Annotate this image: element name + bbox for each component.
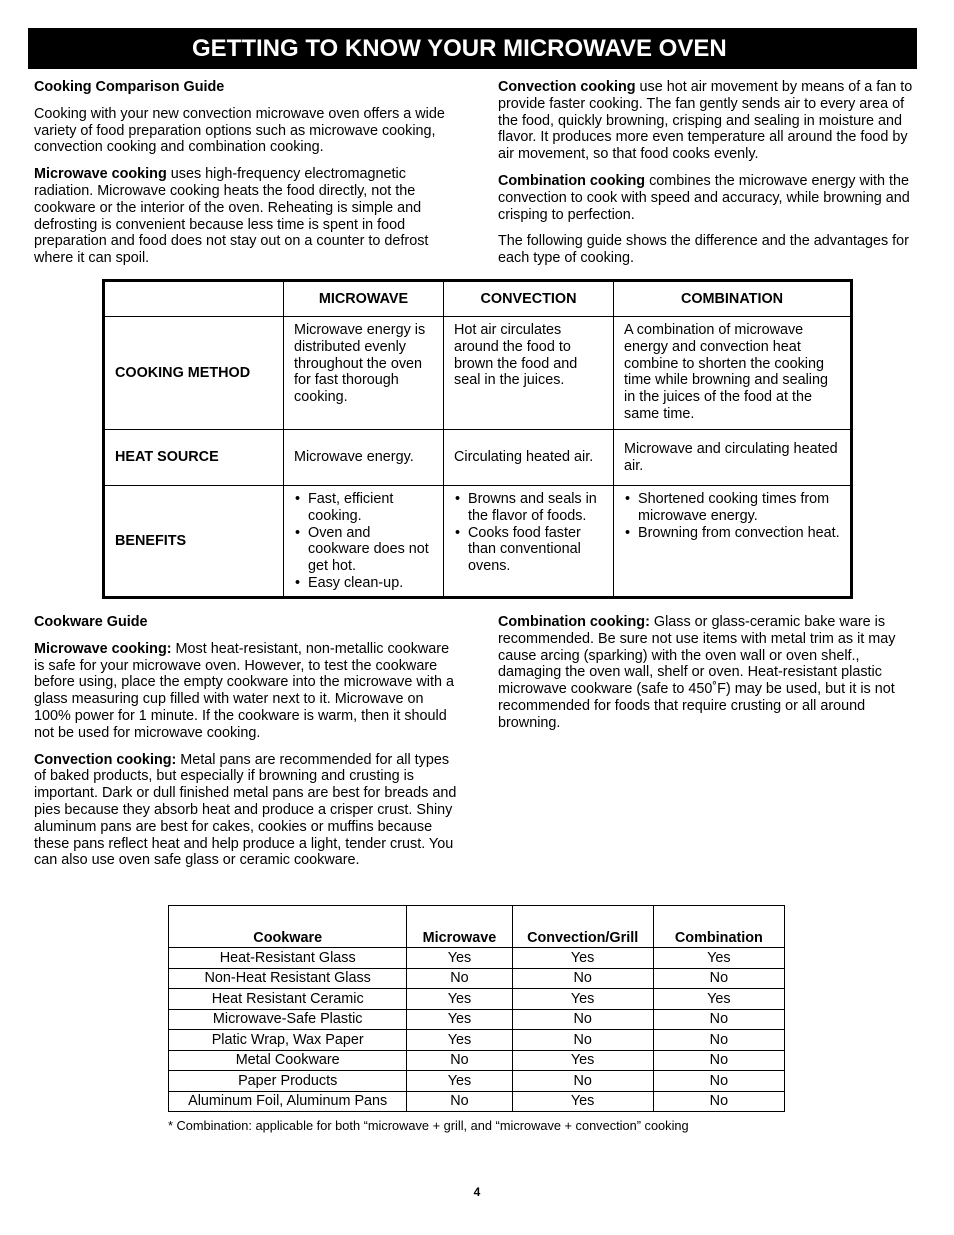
- combination-cell: No: [653, 1091, 784, 1112]
- cookware-header-row: [169, 906, 785, 948]
- footnote: * Combination: applicable for both “microwave + grill, and “microwave + convection” cooking: [168, 1118, 689, 1133]
- page-number: 4: [473, 1185, 481, 1199]
- heat-source-convection: Circulating heated air.: [444, 430, 614, 486]
- heat-source-combination: Microwave and circulating heated air.: [614, 430, 852, 486]
- row-label-cooking-method: COOKING METHOD: [104, 317, 284, 430]
- cookware-name-cell: Heat-Resistant Glass: [169, 948, 407, 969]
- combination-cooking-paragraph: [498, 173, 922, 223]
- microwave-cooking-paragraph: [34, 166, 464, 267]
- list-item: • Fast, efficient cooking.: [294, 491, 433, 525]
- cookware-header-convection-grill: Convection/Grill: [512, 906, 653, 948]
- cookware-left-column: [34, 614, 462, 879]
- cooking-method-microwave: Microwave energy is distributed evenly throughout the oven for fast thorough cooking.: [284, 317, 444, 430]
- cooking-method-combination: A combination of microwave energy and convection heat combine to shorten the cooking time while browning and sealing in the juices of the food at the same time.: [614, 317, 852, 430]
- combination-cell: No: [653, 1030, 784, 1051]
- cooking-comparison-table: [102, 279, 853, 599]
- microwave-cell: Yes: [407, 989, 512, 1010]
- cookware-right-column: [498, 614, 922, 742]
- row-label-benefits: BENEFITS: [104, 486, 284, 598]
- benefits-combination-list: [624, 491, 840, 541]
- convection-cooking-paragraph: [498, 79, 922, 163]
- cookware-combination-text: Glass or glass-ceramic bake ware is recommended. Be sure not use items with metal trim as it may cause arcing (sparking) with the oven wall or oven shelf., damaging the oven wall, shelf or oven. Heat-resistant plastic microwave cookware (safe to 450˚F) may be used, but it is not recommended for foods that require crusting or all around browning.: [498, 614, 896, 731]
- microwave-cell: Yes: [407, 1009, 512, 1030]
- benefits-convection-list: [454, 491, 603, 575]
- cooking-method-convection: Hot air circulates around the food to brown the food and seal in the juices.: [444, 317, 614, 430]
- microwave-cell: No: [407, 1050, 512, 1071]
- cookware-name-cell: Aluminum Foil, Aluminum Pans: [169, 1091, 407, 1112]
- cookware-microwave-text: Most heat-resistant, non-metallic cookware is safe for your microwave oven. However, to test the cookware before using, place the empty cookware into the microwave with a glass measuring cup filled with water next to it. Microwave on 100% power for 1 minute. If the cookware is warm, then it should not be used for microwave cooking.: [34, 640, 454, 741]
- row-label-heat-source: HEAT SOURCE: [104, 430, 284, 486]
- cookware-microwave-lead: Microwave cooking:: [34, 640, 172, 657]
- microwave-cell: No: [407, 1091, 512, 1112]
- microwave-cell: Yes: [407, 1030, 512, 1051]
- convection-grill-cell: No: [512, 1009, 653, 1030]
- list-item: • Easy clean-up.: [294, 575, 433, 592]
- cookware-convection-paragraph: [34, 752, 462, 870]
- table-row: [169, 1071, 785, 1092]
- list-item: • Shortened cooking times from microwave energy.: [624, 491, 840, 525]
- cookware-combination-paragraph: [498, 614, 922, 732]
- cookware-header-combination: Combination: [653, 906, 784, 948]
- table-row: [169, 1030, 785, 1051]
- comparison-header-combination: COMBINATION: [614, 281, 852, 317]
- convection-grill-cell: Yes: [512, 1091, 653, 1112]
- list-item: • Oven and cookware does not get hot.: [294, 525, 433, 575]
- cookware-convection-lead: Convection cooking:: [34, 751, 177, 768]
- cookware-combination-lead: Combination cooking:: [498, 614, 650, 630]
- cookware-name-cell: Heat Resistant Ceramic: [169, 989, 407, 1010]
- comparison-row-heat-source: [104, 430, 852, 486]
- convection-cooking-lead: Convection cooking: [498, 79, 636, 95]
- microwave-cell: Yes: [407, 948, 512, 969]
- cookware-table-body: [169, 948, 785, 1112]
- comparison-row-cooking-method: [104, 317, 852, 430]
- comparison-row-benefits: [104, 486, 852, 598]
- convection-grill-cell: Yes: [512, 948, 653, 969]
- table-row: [169, 1091, 785, 1112]
- comparison-header-microwave: MICROWAVE: [284, 281, 444, 317]
- table-row: [169, 1050, 785, 1071]
- heat-source-microwave: Microwave energy.: [284, 430, 444, 486]
- comparison-left-column: [34, 79, 464, 277]
- benefits-microwave: [284, 486, 444, 598]
- microwave-cooking-text: uses high-frequency electromagnetic radiation. Microwave cooking heats the food directly, not the cookware or the interior of the oven. Reheating is simple and defrosting is convenient because less time is spent in food preparation and food does not stay out on a counter to defrost where it can spoil.: [34, 166, 429, 267]
- list-item: • Browns and seals in the flavor of foods.: [454, 491, 603, 525]
- page-title: GETTING TO KNOW YOUR MICROWAVE OVEN: [28, 28, 917, 69]
- benefits-convection: [444, 486, 614, 598]
- combination-cell: No: [653, 1071, 784, 1092]
- comparison-intro: Cooking with your new convection microwave oven offers a wide variety of food preparation options such as microwave cooking, convection cooking and combination cooking.: [34, 105, 445, 156]
- benefits-microwave-list: [294, 491, 433, 592]
- combination-cell: Yes: [653, 948, 784, 969]
- combination-cell: No: [653, 1050, 784, 1071]
- comparison-heading: Cooking Comparison Guide: [34, 79, 225, 95]
- combination-cell: No: [653, 1009, 784, 1030]
- microwave-cell: Yes: [407, 1071, 512, 1092]
- table-row: [169, 948, 785, 969]
- cookware-header-cookware: Cookware: [169, 906, 407, 948]
- combination-cell: No: [653, 968, 784, 989]
- cookware-name-cell: Platic Wrap, Wax Paper: [169, 1030, 407, 1051]
- cookware-name-cell: Microwave-Safe Plastic: [169, 1009, 407, 1030]
- convection-grill-cell: Yes: [512, 989, 653, 1010]
- benefits-combination: [614, 486, 852, 598]
- table-row: [169, 989, 785, 1010]
- table-row: [169, 1009, 785, 1030]
- list-item: • Browning from convection heat.: [624, 525, 840, 542]
- cookware-header-microwave: Microwave: [407, 906, 512, 948]
- cookware-convection-text: Metal pans are recommended for all types of baked products, but especially if browning and crusting is important. Dark or dull finished metal pans are best for breads and pies because they absorb heat and produce a crisper crust. Shiny aluminum pans are best for cakes, cookies or muffins because these pans reflect heat and help produce a light, tender crust. You can also use oven safe glass or ceramic cookware.: [34, 751, 457, 869]
- microwave-cell: No: [407, 968, 512, 989]
- comparison-right-column: [498, 79, 922, 277]
- convection-grill-cell: No: [512, 968, 653, 989]
- guide-paragraph: The following guide shows the difference and the advantages for each type of cooking.: [498, 233, 909, 267]
- convection-cooking-text: use hot air movement by means of a fan to provide faster cooking. The fan gently sends air to every area of the food, quickly browning, crisping and sealing in moisture and flavor. It produces more even temperature all around the food by air movement, so that food cooks evenly.: [498, 79, 913, 163]
- comparison-header-convection: CONVECTION: [444, 281, 614, 317]
- cookware-heading: Cookware Guide: [34, 614, 148, 630]
- cookware-microwave-paragraph: [34, 641, 462, 742]
- cookware-name-cell: Metal Cookware: [169, 1050, 407, 1071]
- comparison-header-empty: [104, 281, 284, 317]
- convection-grill-cell: No: [512, 1030, 653, 1051]
- table-row: [169, 968, 785, 989]
- comparison-header-row: [104, 281, 852, 317]
- cookware-name-cell: Non-Heat Resistant Glass: [169, 968, 407, 989]
- microwave-cooking-lead: Microwave cooking: [34, 166, 167, 183]
- cookware-table: [168, 905, 785, 1112]
- combination-cooking-text: combines the microwave energy with the convection to cook with speed and accuracy, while browning and crisping to perfection.: [498, 172, 910, 223]
- convection-grill-cell: Yes: [512, 1050, 653, 1071]
- combination-cell: Yes: [653, 989, 784, 1010]
- cookware-name-cell: Paper Products: [169, 1071, 407, 1092]
- combination-cooking-lead: Combination cooking: [498, 172, 646, 189]
- convection-grill-cell: No: [512, 1071, 653, 1092]
- list-item: • Cooks food faster than conventional ovens.: [454, 525, 603, 575]
